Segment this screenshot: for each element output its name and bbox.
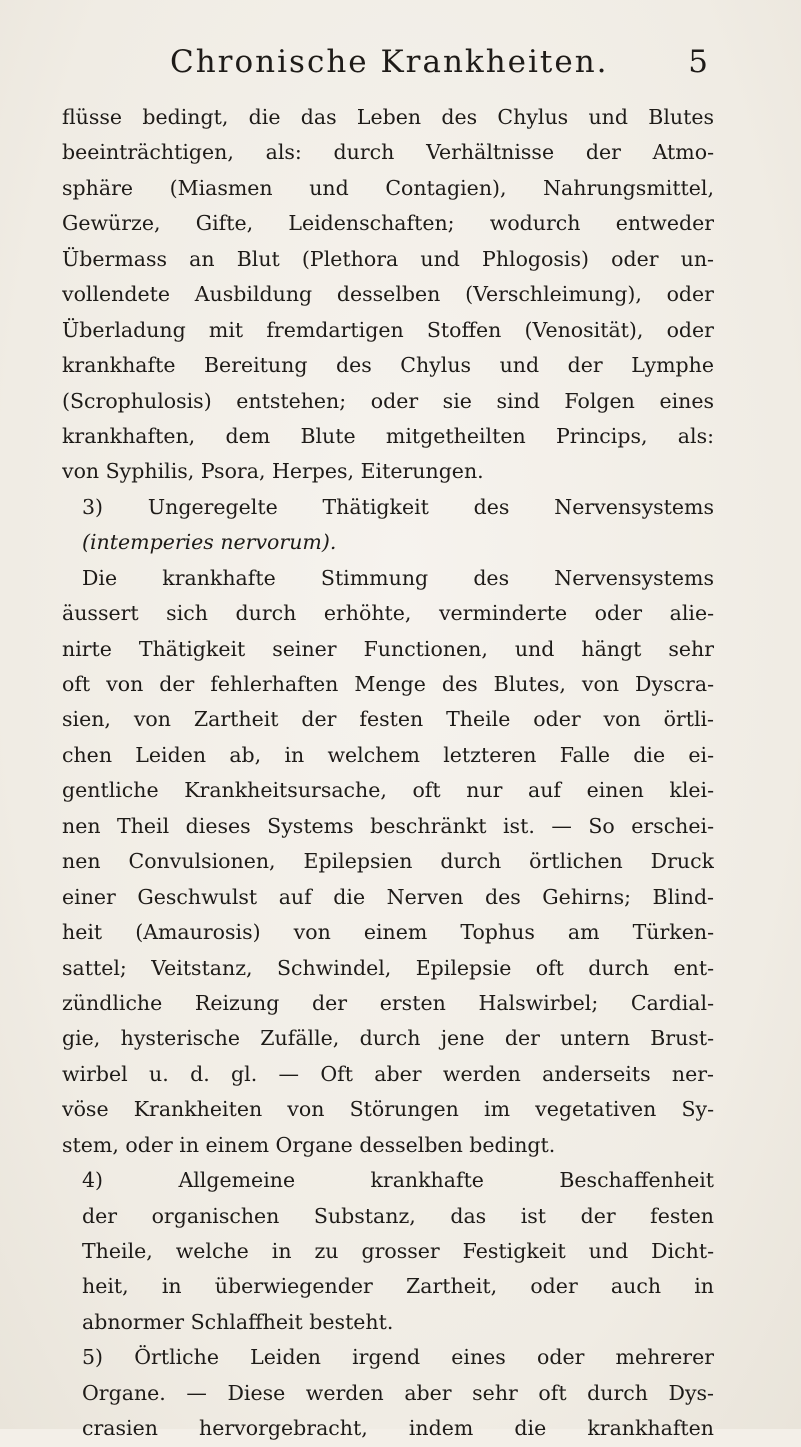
text-line: äussert sich durch erhöhte, verminderte oder alie- [62,601,714,626]
section-latin-term: (intemperies nervorum). [82,530,337,555]
text-line: heit, in überwiegender Zartheit, oder auch in [82,1274,714,1299]
text-line: Überladung mit fremdartigen Stoffen (Venosität), oder [62,317,714,342]
text-line: gie, hysterische Zufälle, durch jene der untern Brust- [62,1026,714,1051]
section-heading: 4) Allgemeine krankhafte Beschaffenheit [82,1168,714,1193]
text-line: crasien hervorgebracht, indem die krankhaften [82,1416,714,1441]
text-line: beeinträchtigen, als: durch Verhältnisse der Atmo- [62,140,714,165]
text-line: Die krankhafte Stimmung des Nervensystems [82,565,714,590]
text-line: von Syphilis, Psora, Herpes, Eiterungen. [62,459,484,484]
text-line: krankhaften, dem Blute mitgetheilten Princips, als: [62,423,714,448]
section-heading: 5) Örtliche Leiden irgend eines oder mehrerer [82,1345,714,1370]
text-line: Organe. — Diese werden aber sehr oft durch Dys- [82,1380,714,1405]
text-line: chen Leiden ab, in welchem letzteren Falle die ei- [62,742,714,767]
text-line: Übermass an Blut (Plethora und Phlogosis) oder un- [62,246,714,271]
text-line: vollendete Ausbildung desselben (Verschleimung), oder [62,282,714,307]
text-line: nen Convulsionen, Epilepsien durch örtlichen Druck [62,849,714,874]
chapter-title: Chronische Krankheiten. [170,44,609,80]
text-line: (Scrophulosis) entstehen; oder sie sind Folgen eines [62,388,714,413]
section-heading: 3) Ungeregelte Thätigkeit des Nervensystems [82,494,714,519]
text-line: vöse Krankheiten von Störungen im vegetativen Sy- [62,1097,714,1122]
text-body [62,100,714,1447]
text-line: der organischen Substanz, das ist der festen [82,1203,714,1228]
text-line: abnormer Schlaffheit besteht. [82,1309,394,1334]
text-line: sattel; Veitstanz, Schwindel, Epilepsie oft durch ent- [62,955,714,980]
text-line: heit (Amaurosis) von einem Tophus am Türken- [62,920,714,945]
page-number: 5 [688,44,710,80]
text-line: nirte Thätigkeit seiner Functionen, und hängt sehr [62,636,714,661]
text-line: krankhafte Bereitung des Chylus und der Lymphe [62,353,714,378]
text-line: einer Geschwulst auf die Nerven des Gehirns; Blind- [62,884,714,909]
text-line: sien, von Zartheit der festen Theile oder von örtli- [62,707,714,732]
text-line: oft von der fehlerhaften Menge des Blutes, von Dyscra- [62,672,714,696]
text-line: wirbel u. d. gl. — Oft aber werden anderseits ner- [62,1061,714,1086]
text-line: Theile, welche in zu grosser Festigkeit und Dicht- [82,1239,714,1263]
text-line: Gewürze, Gifte, Leidenschaften; wodurch entweder [62,211,714,236]
text-line: flüsse bedingt, die das Leben des Chylus und Blutes [62,105,714,129]
text-line: gentliche Krankheitsursache, oft nur auf einen klei- [62,778,714,803]
text-line: zündliche Reizung der ersten Halswirbel; Cardial- [62,990,714,1015]
running-header [150,44,710,88]
text-line: sphäre (Miasmen und Contagien), Nahrungsmittel, [62,175,714,200]
text-line: nen Theil dieses Systems beschränkt ist. — So erschei- [62,813,714,838]
text-line: stem, oder in einem Organe desselben bedingt. [62,1132,556,1157]
